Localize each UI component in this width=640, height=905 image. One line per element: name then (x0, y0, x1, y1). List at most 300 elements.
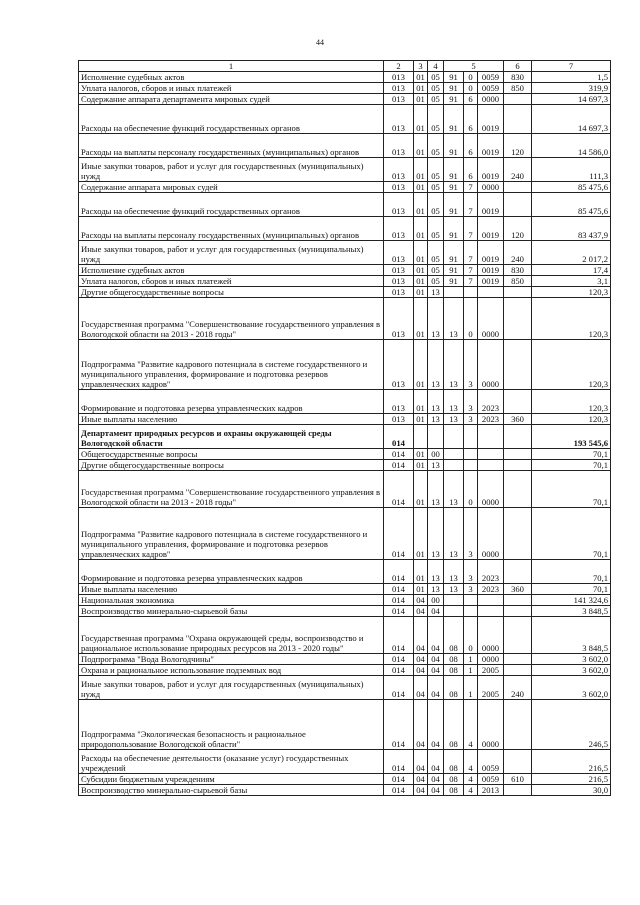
row-name-cell: Исполнение судебных актов (79, 72, 384, 83)
expense-type-cell (504, 665, 532, 676)
section-code-cell: 04 (414, 774, 428, 785)
expense-type-cell (504, 785, 532, 796)
row-name-cell: Воспроизводство минерально-сырьевой базы (79, 785, 384, 796)
table-row (79, 785, 611, 796)
ministry-code-cell: 014 (384, 584, 414, 595)
table-row (79, 72, 611, 83)
subsection-code-cell: 05 (428, 105, 444, 134)
subsection-code-cell: 04 (428, 676, 444, 700)
program-code-cell: 91 (444, 105, 464, 134)
program-code-cell: 13 (444, 471, 464, 508)
row-name-cell: Содержание аппарата департамента мировых судей (79, 94, 384, 105)
table-header-row (79, 61, 611, 72)
program-code-cell: 13 (444, 508, 464, 560)
expense-type-cell (504, 94, 532, 105)
subsection-code-cell: 05 (428, 276, 444, 287)
table-row (79, 584, 611, 595)
program-code-cell: 91 (444, 193, 464, 217)
subsection-code-cell: 13 (428, 287, 444, 298)
program-code-cell: 08 (444, 700, 464, 750)
program-code-cell: 13 (444, 298, 464, 340)
row-name-cell: Уплата налогов, сборов и иных платежей (79, 276, 384, 287)
section-code-cell: 04 (414, 606, 428, 617)
subprogram-code-cell: 3 (464, 584, 478, 595)
ministry-code-cell: 014 (384, 676, 414, 700)
amount-cell: 216,5 (532, 750, 611, 774)
program-code-cell: 13 (444, 390, 464, 414)
expense-type-cell: 830 (504, 72, 532, 83)
section-code-cell: 04 (414, 750, 428, 774)
subprogram-code-cell: 3 (464, 390, 478, 414)
subsection-code-cell: 13 (428, 460, 444, 471)
subprogram-code-cell: 7 (464, 193, 478, 217)
program-code-cell (444, 287, 464, 298)
program-code-cell: 91 (444, 217, 464, 241)
subsection-code-cell: 13 (428, 298, 444, 340)
header-cell: 6 (504, 61, 532, 72)
table-row (79, 134, 611, 158)
ministry-code-cell: 013 (384, 72, 414, 83)
section-code-cell: 04 (414, 617, 428, 654)
subprogram-code-cell (464, 606, 478, 617)
expense-type-cell (504, 606, 532, 617)
row-name-cell: Иные выплаты населению (79, 584, 384, 595)
direction-code-cell: 2023 (478, 584, 504, 595)
direction-code-cell: 0059 (478, 774, 504, 785)
table-row (79, 617, 611, 654)
table-row (79, 560, 611, 584)
expense-type-cell (504, 460, 532, 471)
table-row (79, 750, 611, 774)
subprogram-code-cell: 4 (464, 774, 478, 785)
subprogram-code-cell: 7 (464, 276, 478, 287)
ministry-code-cell: 013 (384, 265, 414, 276)
direction-code-cell (478, 449, 504, 460)
table-row (79, 676, 611, 700)
amount-cell: 3 602,0 (532, 654, 611, 665)
row-name-cell: Иные закупки товаров, работ и услуг для государственных (муниципальных) нужд (79, 676, 384, 700)
subprogram-code-cell: 3 (464, 560, 478, 584)
ministry-code-cell: 013 (384, 83, 414, 94)
subprogram-code-cell: 6 (464, 105, 478, 134)
section-code-cell: 01 (414, 83, 428, 94)
direction-code-cell: 0000 (478, 340, 504, 390)
row-name-cell: Воспроизводство минерально-сырьевой базы (79, 606, 384, 617)
expense-type-cell: 120 (504, 134, 532, 158)
subsection-code-cell: 05 (428, 72, 444, 83)
subsection-code-cell: 04 (428, 654, 444, 665)
row-name-cell: Формирование и подготовка резерва управленческих кадров (79, 560, 384, 584)
subsection-code-cell: 00 (428, 595, 444, 606)
row-name-cell: Подпрограмма "Экологическая безопасность и рациональное природопользование Вологодской области" (79, 700, 384, 750)
section-code-cell: 01 (414, 460, 428, 471)
amount-cell: 120,3 (532, 287, 611, 298)
row-name-cell: Государственная программа "Совершенствование государственного управления в Вологодской области на 2013 - 2018 годы" (79, 298, 384, 340)
subsection-code-cell (428, 425, 444, 449)
subprogram-code-cell: 3 (464, 340, 478, 390)
section-code-cell: 01 (414, 390, 428, 414)
table-row (79, 774, 611, 785)
row-name-cell: Подпрограмма "Развитие кадрового потенциала в системе государственного и муниципального управления, формирование и подготовка резервов управленческих кадров" (79, 508, 384, 560)
row-name-cell: Охрана и рациональное использование подземных вод (79, 665, 384, 676)
row-name-cell: Формирование и подготовка резерва управленческих кадров (79, 390, 384, 414)
row-name-cell: Субсидии бюджетным учреждениям (79, 774, 384, 785)
ministry-code-cell: 013 (384, 390, 414, 414)
amount-cell: 14 586,0 (532, 134, 611, 158)
subprogram-code-cell: 3 (464, 414, 478, 425)
amount-cell: 216,5 (532, 774, 611, 785)
subprogram-code-cell (464, 460, 478, 471)
row-name-cell: Департамент природных ресурсов и охраны окружающей среды Вологодской области (79, 425, 384, 449)
program-code-cell (444, 425, 464, 449)
direction-code-cell: 0059 (478, 72, 504, 83)
subsection-code-cell: 13 (428, 560, 444, 584)
row-name-cell: Расходы на обеспечение функций государственных органов (79, 193, 384, 217)
subsection-code-cell: 04 (428, 606, 444, 617)
subprogram-code-cell: 7 (464, 182, 478, 193)
expense-type-cell (504, 595, 532, 606)
table-row (79, 508, 611, 560)
ministry-code-cell: 014 (384, 449, 414, 460)
amount-cell: 85 475,6 (532, 182, 611, 193)
section-code-cell: 04 (414, 654, 428, 665)
direction-code-cell (478, 425, 504, 449)
subsection-code-cell: 04 (428, 774, 444, 785)
amount-cell: 70,1 (532, 471, 611, 508)
subsection-code-cell: 05 (428, 265, 444, 276)
program-code-cell (444, 460, 464, 471)
program-code-cell: 13 (444, 560, 464, 584)
expense-type-cell: 360 (504, 584, 532, 595)
amount-cell: 141 324,6 (532, 595, 611, 606)
section-code-cell: 01 (414, 134, 428, 158)
ministry-code-cell: 014 (384, 471, 414, 508)
expense-type-cell (504, 425, 532, 449)
amount-cell: 70,1 (532, 449, 611, 460)
program-code-cell: 08 (444, 774, 464, 785)
subprogram-code-cell: 1 (464, 654, 478, 665)
subprogram-code-cell: 0 (464, 298, 478, 340)
expense-type-cell: 240 (504, 676, 532, 700)
ministry-code-cell: 014 (384, 595, 414, 606)
section-code-cell: 01 (414, 414, 428, 425)
amount-cell: 193 545,6 (532, 425, 611, 449)
program-code-cell: 08 (444, 665, 464, 676)
amount-cell: 246,5 (532, 700, 611, 750)
subsection-code-cell: 13 (428, 471, 444, 508)
subsection-code-cell: 04 (428, 750, 444, 774)
subsection-code-cell: 05 (428, 193, 444, 217)
section-code-cell: 01 (414, 584, 428, 595)
table-row (79, 665, 611, 676)
table-row (79, 414, 611, 425)
expense-type-cell: 240 (504, 158, 532, 182)
direction-code-cell: 0000 (478, 508, 504, 560)
amount-cell: 70,1 (532, 508, 611, 560)
direction-code-cell: 0059 (478, 83, 504, 94)
subsection-code-cell: 05 (428, 182, 444, 193)
direction-code-cell: 0000 (478, 617, 504, 654)
subsection-code-cell: 04 (428, 665, 444, 676)
subsection-code-cell: 00 (428, 449, 444, 460)
ministry-code-cell: 013 (384, 287, 414, 298)
ministry-code-cell: 013 (384, 193, 414, 217)
section-code-cell: 01 (414, 158, 428, 182)
ministry-code-cell: 013 (384, 241, 414, 265)
section-code-cell: 01 (414, 94, 428, 105)
ministry-code-cell: 014 (384, 665, 414, 676)
header-cell: 5 (444, 61, 504, 72)
program-code-cell: 08 (444, 785, 464, 796)
expense-type-cell (504, 560, 532, 584)
direction-code-cell: 0000 (478, 471, 504, 508)
amount-cell: 120,3 (532, 414, 611, 425)
section-code-cell: 01 (414, 217, 428, 241)
row-name-cell: Иные закупки товаров, работ и услуг для государственных (муниципальных) нужд (79, 158, 384, 182)
ministry-code-cell: 014 (384, 425, 414, 449)
ministry-code-cell: 013 (384, 414, 414, 425)
header-cell: 3 (414, 61, 428, 72)
ministry-code-cell: 013 (384, 158, 414, 182)
subprogram-code-cell: 0 (464, 83, 478, 94)
amount-cell: 17,4 (532, 265, 611, 276)
ministry-code-cell: 013 (384, 182, 414, 193)
table-row (79, 340, 611, 390)
expense-type-cell (504, 508, 532, 560)
ministry-code-cell: 013 (384, 105, 414, 134)
program-code-cell: 08 (444, 750, 464, 774)
header-cell: 2 (384, 61, 414, 72)
section-code-cell: 04 (414, 595, 428, 606)
direction-code-cell (478, 287, 504, 298)
expense-type-cell (504, 193, 532, 217)
table-row (79, 193, 611, 217)
row-name-cell: Исполнение судебных актов (79, 265, 384, 276)
section-code-cell: 01 (414, 560, 428, 584)
direction-code-cell: 0019 (478, 158, 504, 182)
table-row (79, 182, 611, 193)
section-code-cell: 04 (414, 665, 428, 676)
table-row (79, 217, 611, 241)
amount-cell: 319,9 (532, 83, 611, 94)
direction-code-cell: 0019 (478, 105, 504, 134)
section-code-cell: 01 (414, 241, 428, 265)
table-row (79, 276, 611, 287)
table-row (79, 449, 611, 460)
table-row (79, 105, 611, 134)
section-code-cell (414, 425, 428, 449)
program-code-cell (444, 595, 464, 606)
expense-type-cell: 360 (504, 414, 532, 425)
direction-code-cell: 0000 (478, 700, 504, 750)
program-code-cell: 91 (444, 265, 464, 276)
row-name-cell: Другие общегосударственные вопросы (79, 460, 384, 471)
subsection-code-cell: 13 (428, 390, 444, 414)
table-row (79, 298, 611, 340)
direction-code-cell: 0000 (478, 94, 504, 105)
table-row (79, 595, 611, 606)
direction-code-cell: 2023 (478, 390, 504, 414)
subprogram-code-cell: 7 (464, 241, 478, 265)
expense-type-cell (504, 449, 532, 460)
subprogram-code-cell: 0 (464, 617, 478, 654)
ministry-code-cell: 014 (384, 654, 414, 665)
section-code-cell: 01 (414, 265, 428, 276)
expense-type-cell (504, 700, 532, 750)
table-row (79, 425, 611, 449)
table-row (79, 700, 611, 750)
section-code-cell: 01 (414, 105, 428, 134)
direction-code-cell: 0019 (478, 217, 504, 241)
section-code-cell: 01 (414, 508, 428, 560)
section-code-cell: 01 (414, 449, 428, 460)
amount-cell: 14 697,3 (532, 105, 611, 134)
subsection-code-cell: 05 (428, 217, 444, 241)
amount-cell: 14 697,3 (532, 94, 611, 105)
table-row (79, 83, 611, 94)
subsection-code-cell: 04 (428, 617, 444, 654)
subsection-code-cell: 13 (428, 340, 444, 390)
amount-cell: 30,0 (532, 785, 611, 796)
direction-code-cell (478, 606, 504, 617)
amount-cell: 3,1 (532, 276, 611, 287)
subsection-code-cell: 05 (428, 241, 444, 265)
subsection-code-cell: 05 (428, 134, 444, 158)
section-code-cell: 04 (414, 785, 428, 796)
row-name-cell: Общегосударственные вопросы (79, 449, 384, 460)
expense-type-cell (504, 298, 532, 340)
expense-type-cell (504, 617, 532, 654)
program-code-cell: 91 (444, 83, 464, 94)
ministry-code-cell: 014 (384, 750, 414, 774)
direction-code-cell: 2005 (478, 665, 504, 676)
subprogram-code-cell: 1 (464, 665, 478, 676)
amount-cell: 111,3 (532, 158, 611, 182)
subprogram-code-cell: 6 (464, 134, 478, 158)
ministry-code-cell: 014 (384, 700, 414, 750)
program-code-cell: 91 (444, 134, 464, 158)
subprogram-code-cell (464, 425, 478, 449)
section-code-cell: 04 (414, 700, 428, 750)
direction-code-cell: 0019 (478, 193, 504, 217)
ministry-code-cell: 014 (384, 508, 414, 560)
expense-type-cell (504, 750, 532, 774)
subprogram-code-cell (464, 595, 478, 606)
row-name-cell: Расходы на обеспечение функций государственных органов (79, 105, 384, 134)
table-row (79, 158, 611, 182)
program-code-cell (444, 606, 464, 617)
table-row (79, 460, 611, 471)
amount-cell: 120,3 (532, 340, 611, 390)
direction-code-cell: 0019 (478, 134, 504, 158)
direction-code-cell: 0019 (478, 241, 504, 265)
subprogram-code-cell (464, 449, 478, 460)
ministry-code-cell: 013 (384, 94, 414, 105)
amount-cell: 70,1 (532, 460, 611, 471)
amount-cell: 83 437,9 (532, 217, 611, 241)
direction-code-cell: 0019 (478, 265, 504, 276)
amount-cell: 3 602,0 (532, 665, 611, 676)
amount-cell: 3 848,5 (532, 617, 611, 654)
row-name-cell: Расходы на выплаты персоналу государственных (муниципальных) органов (79, 217, 384, 241)
expense-type-cell: 120 (504, 217, 532, 241)
ministry-code-cell: 014 (384, 617, 414, 654)
section-code-cell: 01 (414, 182, 428, 193)
row-name-cell: Другие общегосударственные вопросы (79, 287, 384, 298)
ministry-code-cell: 014 (384, 774, 414, 785)
amount-cell: 85 475,6 (532, 193, 611, 217)
amount-cell: 70,1 (532, 560, 611, 584)
program-code-cell: 91 (444, 276, 464, 287)
ministry-code-cell: 013 (384, 217, 414, 241)
expense-type-cell (504, 287, 532, 298)
table-row (79, 241, 611, 265)
section-code-cell: 01 (414, 72, 428, 83)
header-cell: 7 (532, 61, 611, 72)
section-code-cell: 01 (414, 193, 428, 217)
expense-type-cell (504, 105, 532, 134)
row-name-cell: Государственная программа "Охрана окружающей среды, воспроизводство и рациональное использование природных ресурсов на 2013 - 2020 годы" (79, 617, 384, 654)
section-code-cell: 01 (414, 276, 428, 287)
expense-type-cell (504, 471, 532, 508)
amount-cell: 120,3 (532, 390, 611, 414)
direction-code-cell: 0000 (478, 298, 504, 340)
subprogram-code-cell: 6 (464, 94, 478, 105)
expense-type-cell (504, 390, 532, 414)
ministry-code-cell: 013 (384, 340, 414, 390)
amount-cell: 3 602,0 (532, 676, 611, 700)
expense-type-cell: 610 (504, 774, 532, 785)
direction-code-cell (478, 460, 504, 471)
ministry-code-cell: 014 (384, 785, 414, 796)
row-name-cell: Подпрограмма "Вода Вологодчины" (79, 654, 384, 665)
section-code-cell: 01 (414, 471, 428, 508)
row-name-cell: Иные выплаты населению (79, 414, 384, 425)
section-code-cell: 01 (414, 298, 428, 340)
section-code-cell: 01 (414, 340, 428, 390)
table-row (79, 265, 611, 276)
row-name-cell: Уплата налогов, сборов и иных платежей (79, 83, 384, 94)
table-row (79, 471, 611, 508)
row-name-cell: Содержание аппарата мировых судей (79, 182, 384, 193)
subprogram-code-cell: 7 (464, 217, 478, 241)
row-name-cell: Подпрограмма "Развитие кадрового потенциала в системе государственного и муниципального управления, формирование и подготовка резервов управленческих кадров" (79, 340, 384, 390)
subprogram-code-cell: 3 (464, 508, 478, 560)
program-code-cell: 08 (444, 676, 464, 700)
amount-cell: 120,3 (532, 298, 611, 340)
program-code-cell: 91 (444, 241, 464, 265)
direction-code-cell (478, 595, 504, 606)
direction-code-cell: 0059 (478, 750, 504, 774)
ministry-code-cell: 014 (384, 460, 414, 471)
table-row (79, 654, 611, 665)
program-code-cell: 91 (444, 158, 464, 182)
direction-code-cell: 0000 (478, 654, 504, 665)
subsection-code-cell: 05 (428, 158, 444, 182)
expense-type-cell: 830 (504, 265, 532, 276)
subprogram-code-cell (464, 287, 478, 298)
amount-cell: 2 017,2 (532, 241, 611, 265)
subprogram-code-cell: 6 (464, 158, 478, 182)
program-code-cell: 91 (444, 94, 464, 105)
direction-code-cell: 2023 (478, 414, 504, 425)
page-number: 44 (316, 38, 324, 47)
direction-code-cell: 2005 (478, 676, 504, 700)
amount-cell: 3 848,5 (532, 606, 611, 617)
ministry-code-cell: 013 (384, 134, 414, 158)
expense-type-cell: 850 (504, 276, 532, 287)
program-code-cell: 13 (444, 340, 464, 390)
